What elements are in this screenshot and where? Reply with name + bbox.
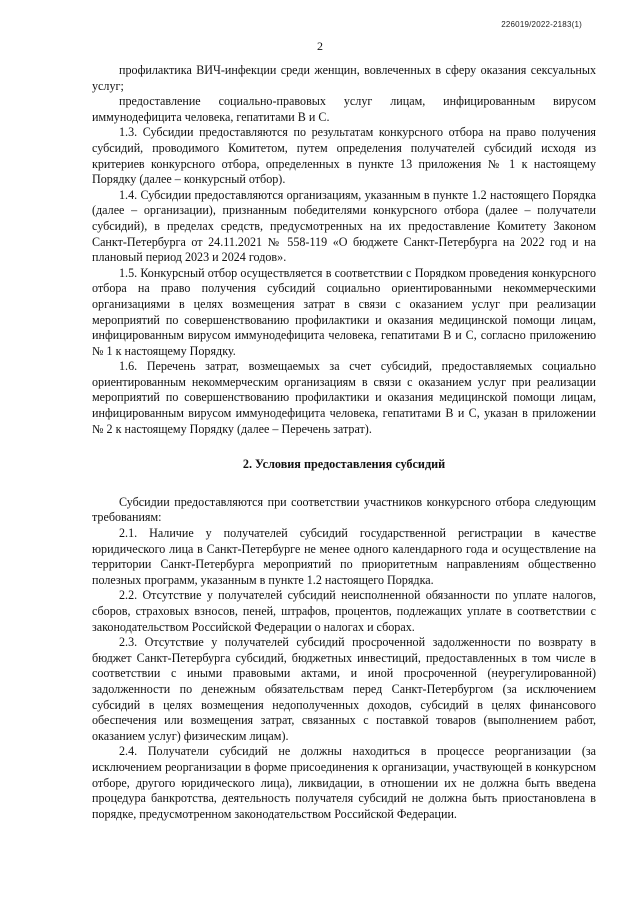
paragraph: 1.5. Конкурсный отбор осуществляется в соответствии с Порядком проведения конкурсного отбора на право получения субсидий социально ориентированными некоммерческими организациями в целях возмещения затрат в связи с оказанием услуг при реализации мероприятий по совершенствованию профилактики и оказания медицинской помощи лицам, инфицированным вирусом иммунодефицита человека, гепатитами В и С, согласно приложению № 1 к настоящему Порядку. (92, 265, 596, 358)
paragraph: предоставление социально-правовых услуг лицам, инфицированным вирусом иммунодефицита человека, гепатитами В и С. (92, 94, 596, 124)
document-id: 226019/2022-2183(1) (501, 20, 582, 29)
paragraph: профилактика ВИЧ-инфекции среди женщин, вовлеченных в сферу оказания сексуальных услуг; (92, 63, 596, 93)
paragraph: 2.3. Отсутствие у получателей субсидий просроченной задолженности по возврату в бюджет Санкт-Петербурга субсидий, бюджетных инвестиций, предоставленных в том числе в соответствии с иными правовыми актами, и иной просроченной (неурегулированной) задолженности по денежным обязательствам перед Санкт-Петербургом (за исключением субсидий в целях возмещения недополученных доходов, субсидий в целях финансового обеспечения или возмещения затрат, связанных с поставкой товаров (выполнением работ, оказанием услуг) физическим лицам). (92, 635, 596, 743)
paragraph: 1.4. Субсидии предоставляются организациям, указанным в пункте 1.2 настоящего Порядка (далее – организации), признанным победителями конкурсного отбора (далее – получатели субсидий), в пределах средств, предусмотренных на их предоставление Комитету Законом Санкт-Петербурга от 24.11.2021 № 558-119 «О бюджете Санкт-Петербурга на 2022 год и на плановый период 2023 и 2024 годов». (92, 187, 596, 265)
section-heading: 2. Условия предоставления субсидий (242, 457, 446, 472)
paragraph: Субсидии предоставляются при соответствии участников конкурсного отбора следующим требованиям: (92, 494, 596, 525)
paragraph: 2.2. Отсутствие у получателей субсидий неисполненной обязанности по уплате налогов, сборов, страховых взносов, пеней, штрафов, процентов, подлежащих уплате в соответствии с законодательством Российской Федерации о налогах и сборах. (92, 588, 596, 634)
paragraph: 1.6. Перечень затрат, возмещаемых за счет субсидий, предоставляемых социально ориентированным некоммерческим организациям в связи с оказанием услуг при реализации мероприятий по совершенствованию профилактики и оказания медицинской помощи лицам, инфицированным вирусом иммунодефицита человека, гепатитами В и С, указан в приложении № 2 к настоящему Порядку (далее – Перечень затрат). (92, 359, 596, 436)
paragraph: 2.1. Наличие у получателей субсидий государственной регистрации в качестве юридического лица в Санкт-Петербурге не менее одного календарного года и осуществление на территории Санкт-Петербурга мероприятий по приоритетным направлениям общественно полезных программ, указанным в пункте 1.2 настоящего Порядка. (92, 526, 596, 587)
page-number: 2 (317, 39, 323, 53)
paragraph: 2.4. Получатели субсидий не должны находиться в процессе реорганизации (за исключением реорганизации в форме присоединения к организации, участвующей в конкурсном отборе, другого юридического лица), ликвидации, в отношении их не должна быть введена процедура банкротства, деятельность получателя субсидий не должна быть приостановлена в порядке, предусмотренном законодательством Российской Федерации. (92, 744, 596, 821)
paragraph: 1.3. Субсидии предоставляются по результатам конкурсного отбора на право получения субсидий, проводимого Комитетом, путем определения получателей субсидий исходя из критериев конкурсного отбора, определенных в пункте 13 приложения № 1 к настоящему Порядку (далее – конкурсный отбор). (92, 125, 596, 187)
document-body (92, 63, 596, 822)
